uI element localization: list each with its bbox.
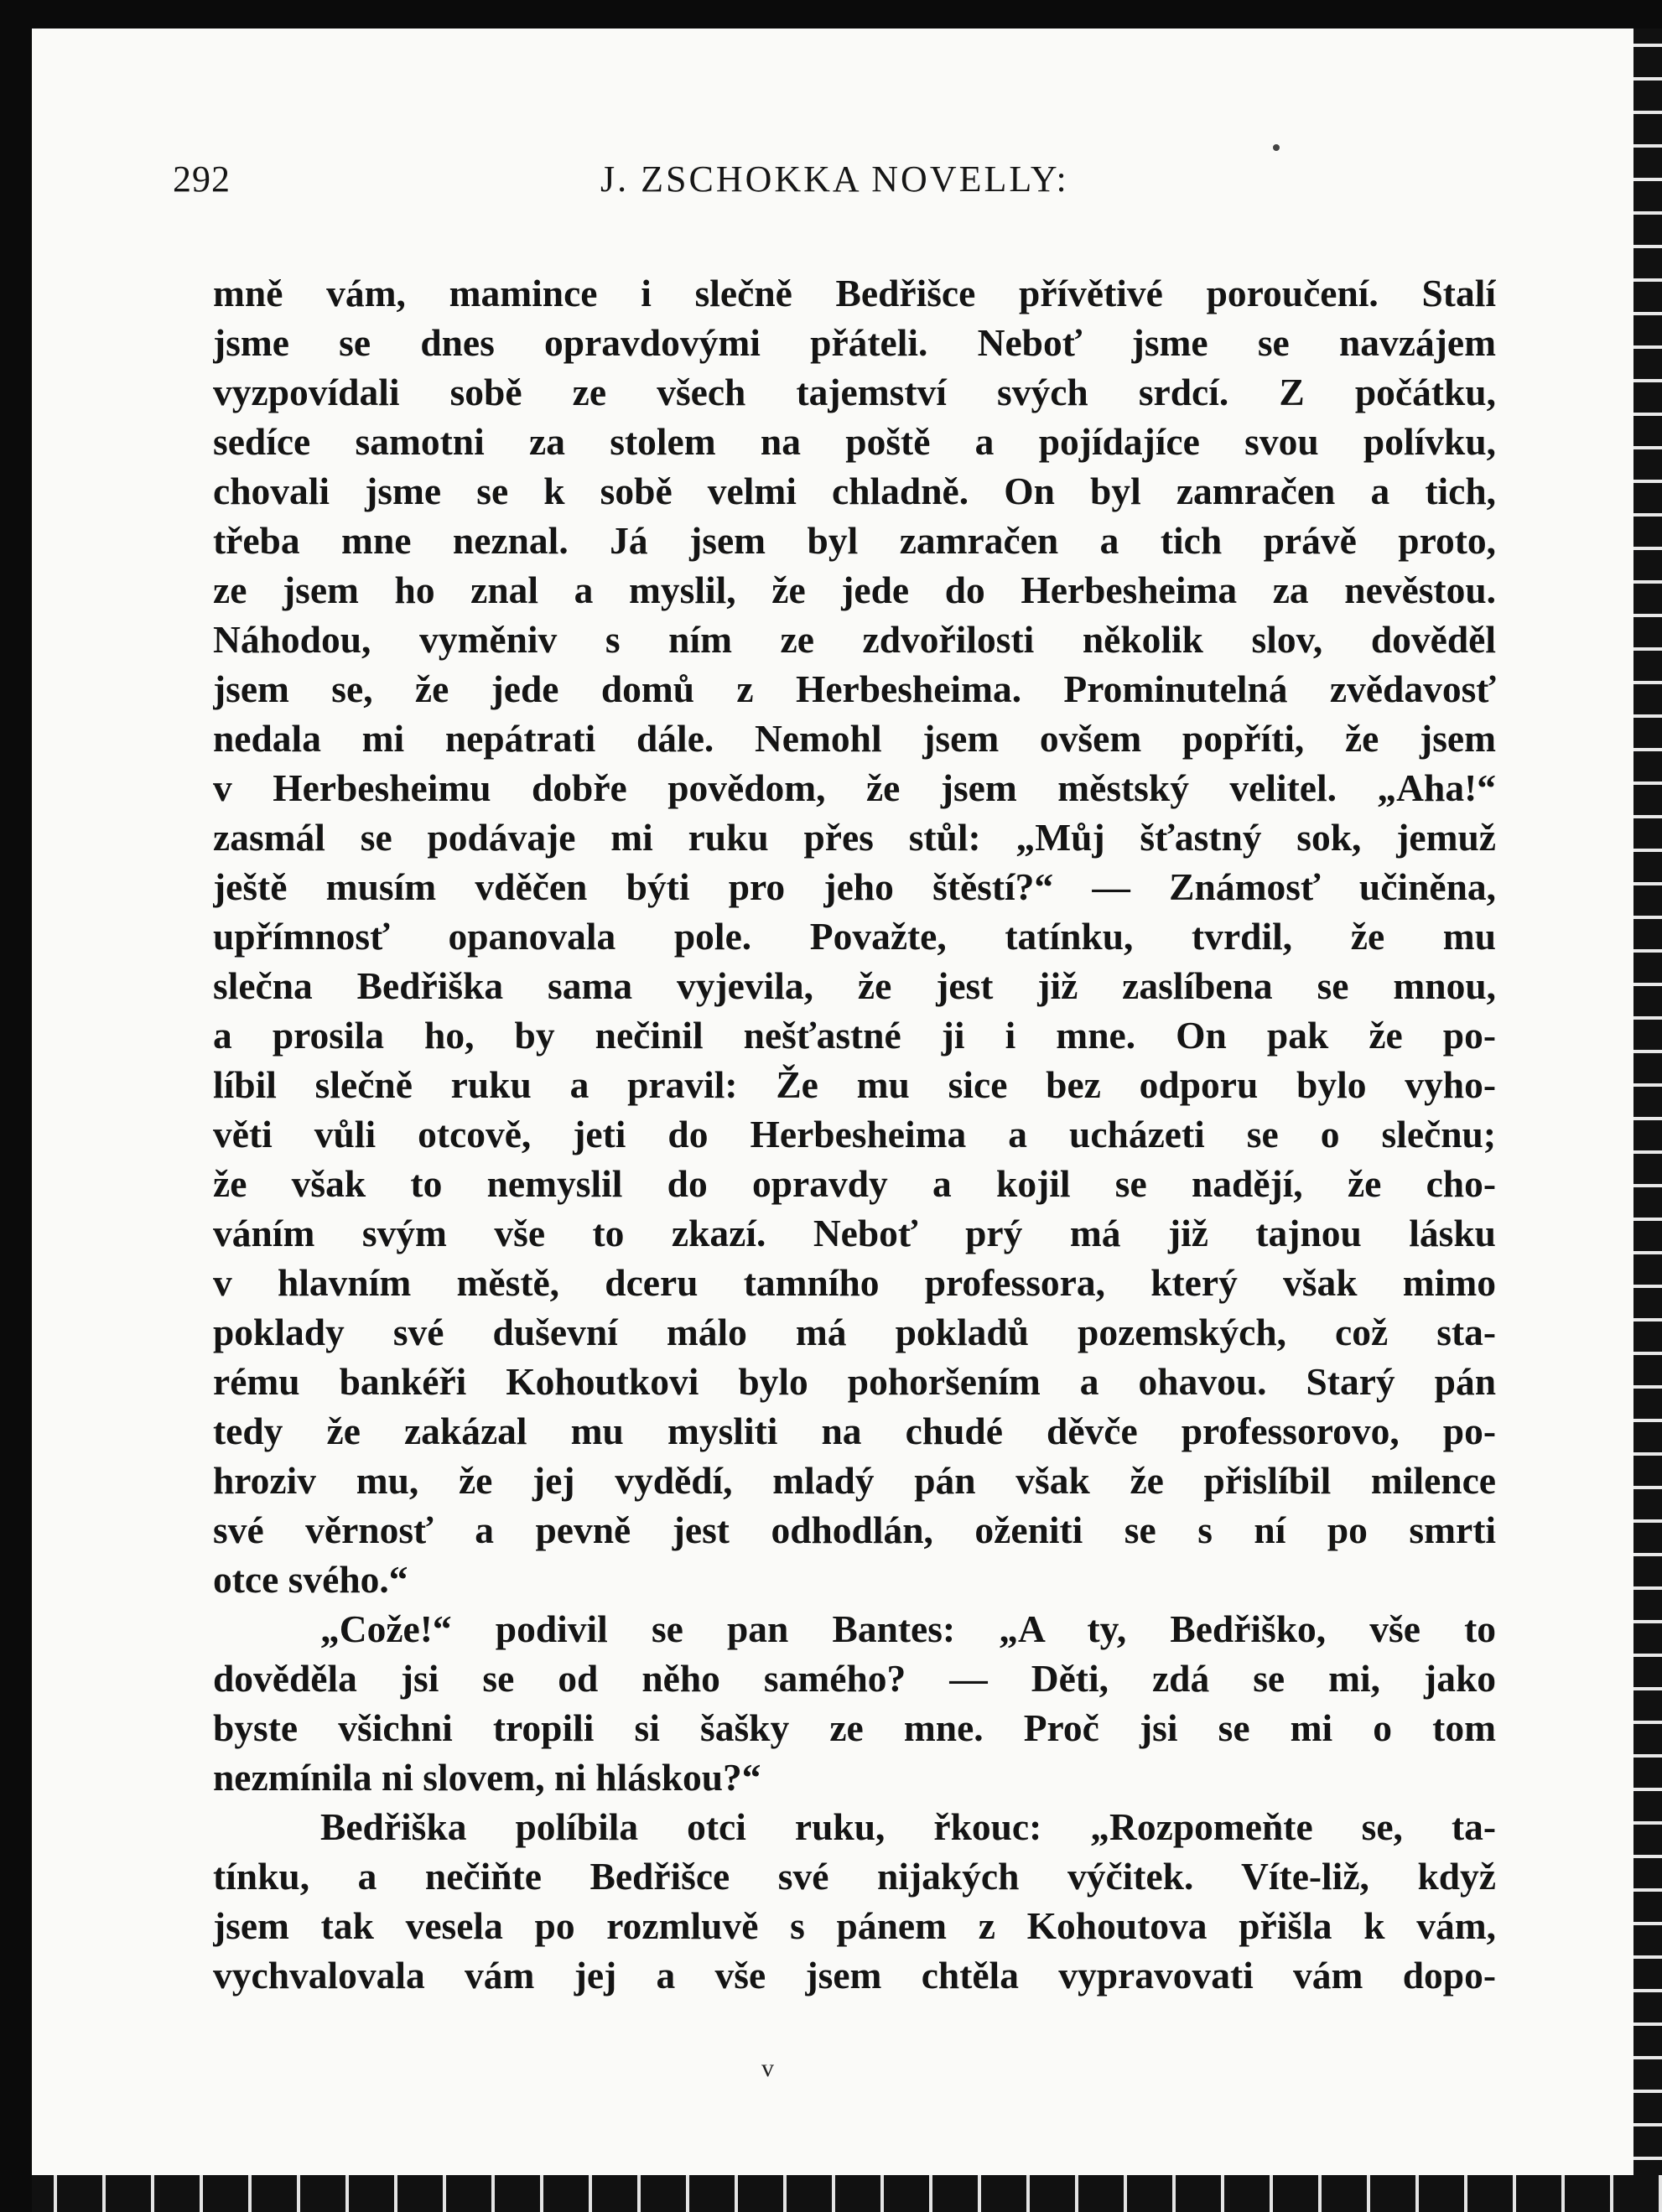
text-line: v hlavním městě, dceru tamního professora, který však mimo	[213, 1261, 1496, 1304]
text-line: slečna Bedřiška sama vyjevila, že jest již zaslíbena se mnou,	[213, 964, 1496, 1007]
print-speck	[1273, 144, 1280, 151]
text-line: že však to nemyslil do opravdy a kojil se nadějí, že cho-	[213, 1162, 1496, 1205]
text-line: vychvalovala vám jej a vše jsem chtěla vypravovati vám dopo-	[213, 1954, 1496, 1997]
text-line: své věrnosť a pevně jest odhodlán, oženiti se s ní po smrti	[213, 1508, 1496, 1551]
text-line: Náhodou, vyměniv s ním ze zdvořilosti několik slov, dověděl	[213, 618, 1496, 661]
text-line: hroziv mu, že jej vydědí, mladý pán však že přislíbil milence	[213, 1459, 1496, 1502]
text-line: třeba mne neznal. Já jsem byl zamračen a tich právě proto,	[213, 519, 1496, 562]
body-text	[213, 268, 1496, 2000]
text-line: jsem se, že jede domů z Herbesheima. Prominutelná zvědavosť	[213, 667, 1496, 710]
text-line: líbil slečně ruku a pravil: Že mu sice bez odporu bylo vyho-	[213, 1063, 1496, 1106]
text-line: sedíce samotni za stolem na poště a pojídajíce svou polívku,	[213, 420, 1496, 463]
text-line: v Herbesheimu dobře povědom, že jsem městský velitel. „Aha!“	[213, 766, 1496, 809]
text-line: nezmínila ni slovem, ni hláskou?“	[213, 1756, 761, 1799]
text-line: vyzpovídali sobě ze všech tajemství svých srdcí. Z počátku,	[213, 371, 1496, 413]
page-header	[173, 158, 1481, 208]
text-line: ještě musím vděčen býti pro jeho štěstí?“ — Známosť učiněna,	[213, 865, 1496, 908]
running-head: J. ZSCHOKKA NOVELLY:	[600, 158, 1069, 200]
right-scan-edge	[1633, 29, 1662, 2175]
text-line: tedy že zakázal mu mysliti na chudé děvče professorovo, po-	[213, 1410, 1496, 1452]
text-line: tínku, a nečiňte Bedřišce své nijakých výčitek. Víte-liž, když	[213, 1855, 1496, 1898]
bottom-scan-edge	[32, 2175, 1662, 2212]
text-line: chovali jsme se k sobě velmi chladně. On byl zamračen a tich,	[213, 470, 1496, 512]
text-line: nedala mi nepátrati dále. Nemohl jsem ovšem popříti, že jsem	[213, 717, 1496, 760]
text-line: ze jsem ho znal a myslil, že jede do Herbesheima za nevěstou.	[213, 569, 1496, 611]
text-line: otce svého.“	[213, 1558, 408, 1601]
text-line: zasmál se podávaje mi ruku přes stůl: „Můj šťastný sok, jemuž	[213, 816, 1496, 859]
text-line: váním svým vše to zkazí. Neboť prý má již tajnou lásku	[213, 1212, 1496, 1254]
text-line: jsme se dnes opravdovými přáteli. Neboť jsme se navzájem	[213, 321, 1496, 364]
text-line: poklady své duševní málo má pokladů pozemských, což sta-	[213, 1311, 1496, 1353]
text-line: upřímnosť opanovala pole. Považte, tatínku, tvrdil, že mu	[213, 915, 1496, 958]
text-line: byste všichni tropili si šašky ze mne. Proč jsi se mi o tom	[213, 1706, 1496, 1749]
signature-mark: v	[761, 2054, 774, 2082]
text-line: rému bankéři Kohoutkovi bylo pohoršením a ohavou. Starý pán	[213, 1360, 1496, 1403]
text-line: jsem tak vesela po rozmluvě s pánem z Kohoutova přišla k vám,	[213, 1904, 1496, 1947]
text-line: mně vám, mamince i slečně Bedřišce přívětivé poroučení. Stalí	[213, 272, 1496, 314]
text-line: Bedřiška políbila otci ruku, řkouc: „Rozpomeňte se, ta-	[320, 1805, 1496, 1848]
page-number: 292	[173, 158, 231, 200]
text-line: „Cože!“ podivil se pan Bantes: „A ty, Bedřiško, vše to	[320, 1607, 1496, 1650]
text-line: dověděla jsi se od něho samého? — Děti, zdá se mi, jako	[213, 1657, 1496, 1700]
text-line: věti vůli otcově, jeti do Herbesheima a ucházeti se o slečnu;	[213, 1113, 1496, 1155]
text-line: a prosila ho, by nečinil nešťastné ji i mne. On pak že po-	[213, 1014, 1496, 1057]
